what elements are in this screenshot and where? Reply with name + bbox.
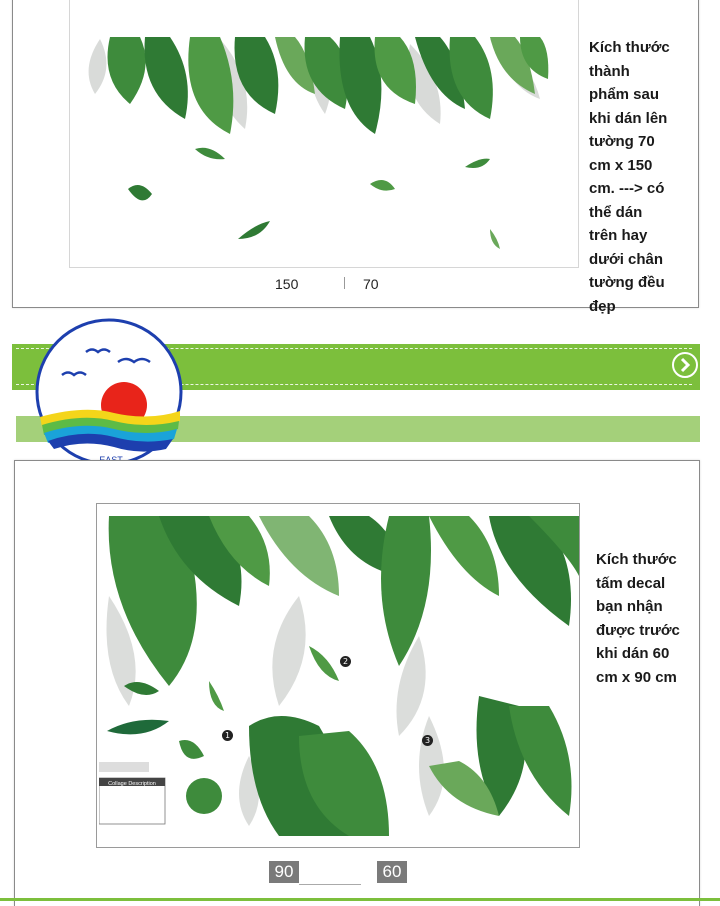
- decal-sheet-frame: [96, 503, 580, 848]
- chevron-right-icon[interactable]: [672, 352, 698, 378]
- sheet-label: Collage Description: [108, 781, 156, 787]
- hanging-leaves-illustration: [70, 0, 578, 267]
- bottom-width-label: 90: [269, 861, 299, 883]
- top-preview-frame: [69, 0, 579, 268]
- bottom-caption: Kích thước tấm decal bạn nhận được trước khi dán 60 cm x 90 cm: [596, 551, 680, 686]
- brand-logo: [34, 317, 184, 467]
- marker-2: 2: [340, 656, 351, 667]
- leaf-cluster: [108, 37, 549, 134]
- marker-3: 3: [422, 735, 433, 746]
- dimension-tick: [344, 277, 345, 289]
- bottom-height-label: 60: [377, 861, 407, 883]
- dimension-line: [299, 884, 361, 885]
- marker-1: 1: [222, 730, 233, 741]
- decal-sheet-illustration: [99, 516, 579, 846]
- top-height-label: 70: [363, 276, 379, 292]
- top-caption: Kích thước thành phẩm sau khi dán lên tường 70 cm x 150 cm. ---> có thể dán trên hay dưới chân tường đều đẹp: [589, 39, 670, 315]
- top-width-label: 150: [275, 276, 299, 292]
